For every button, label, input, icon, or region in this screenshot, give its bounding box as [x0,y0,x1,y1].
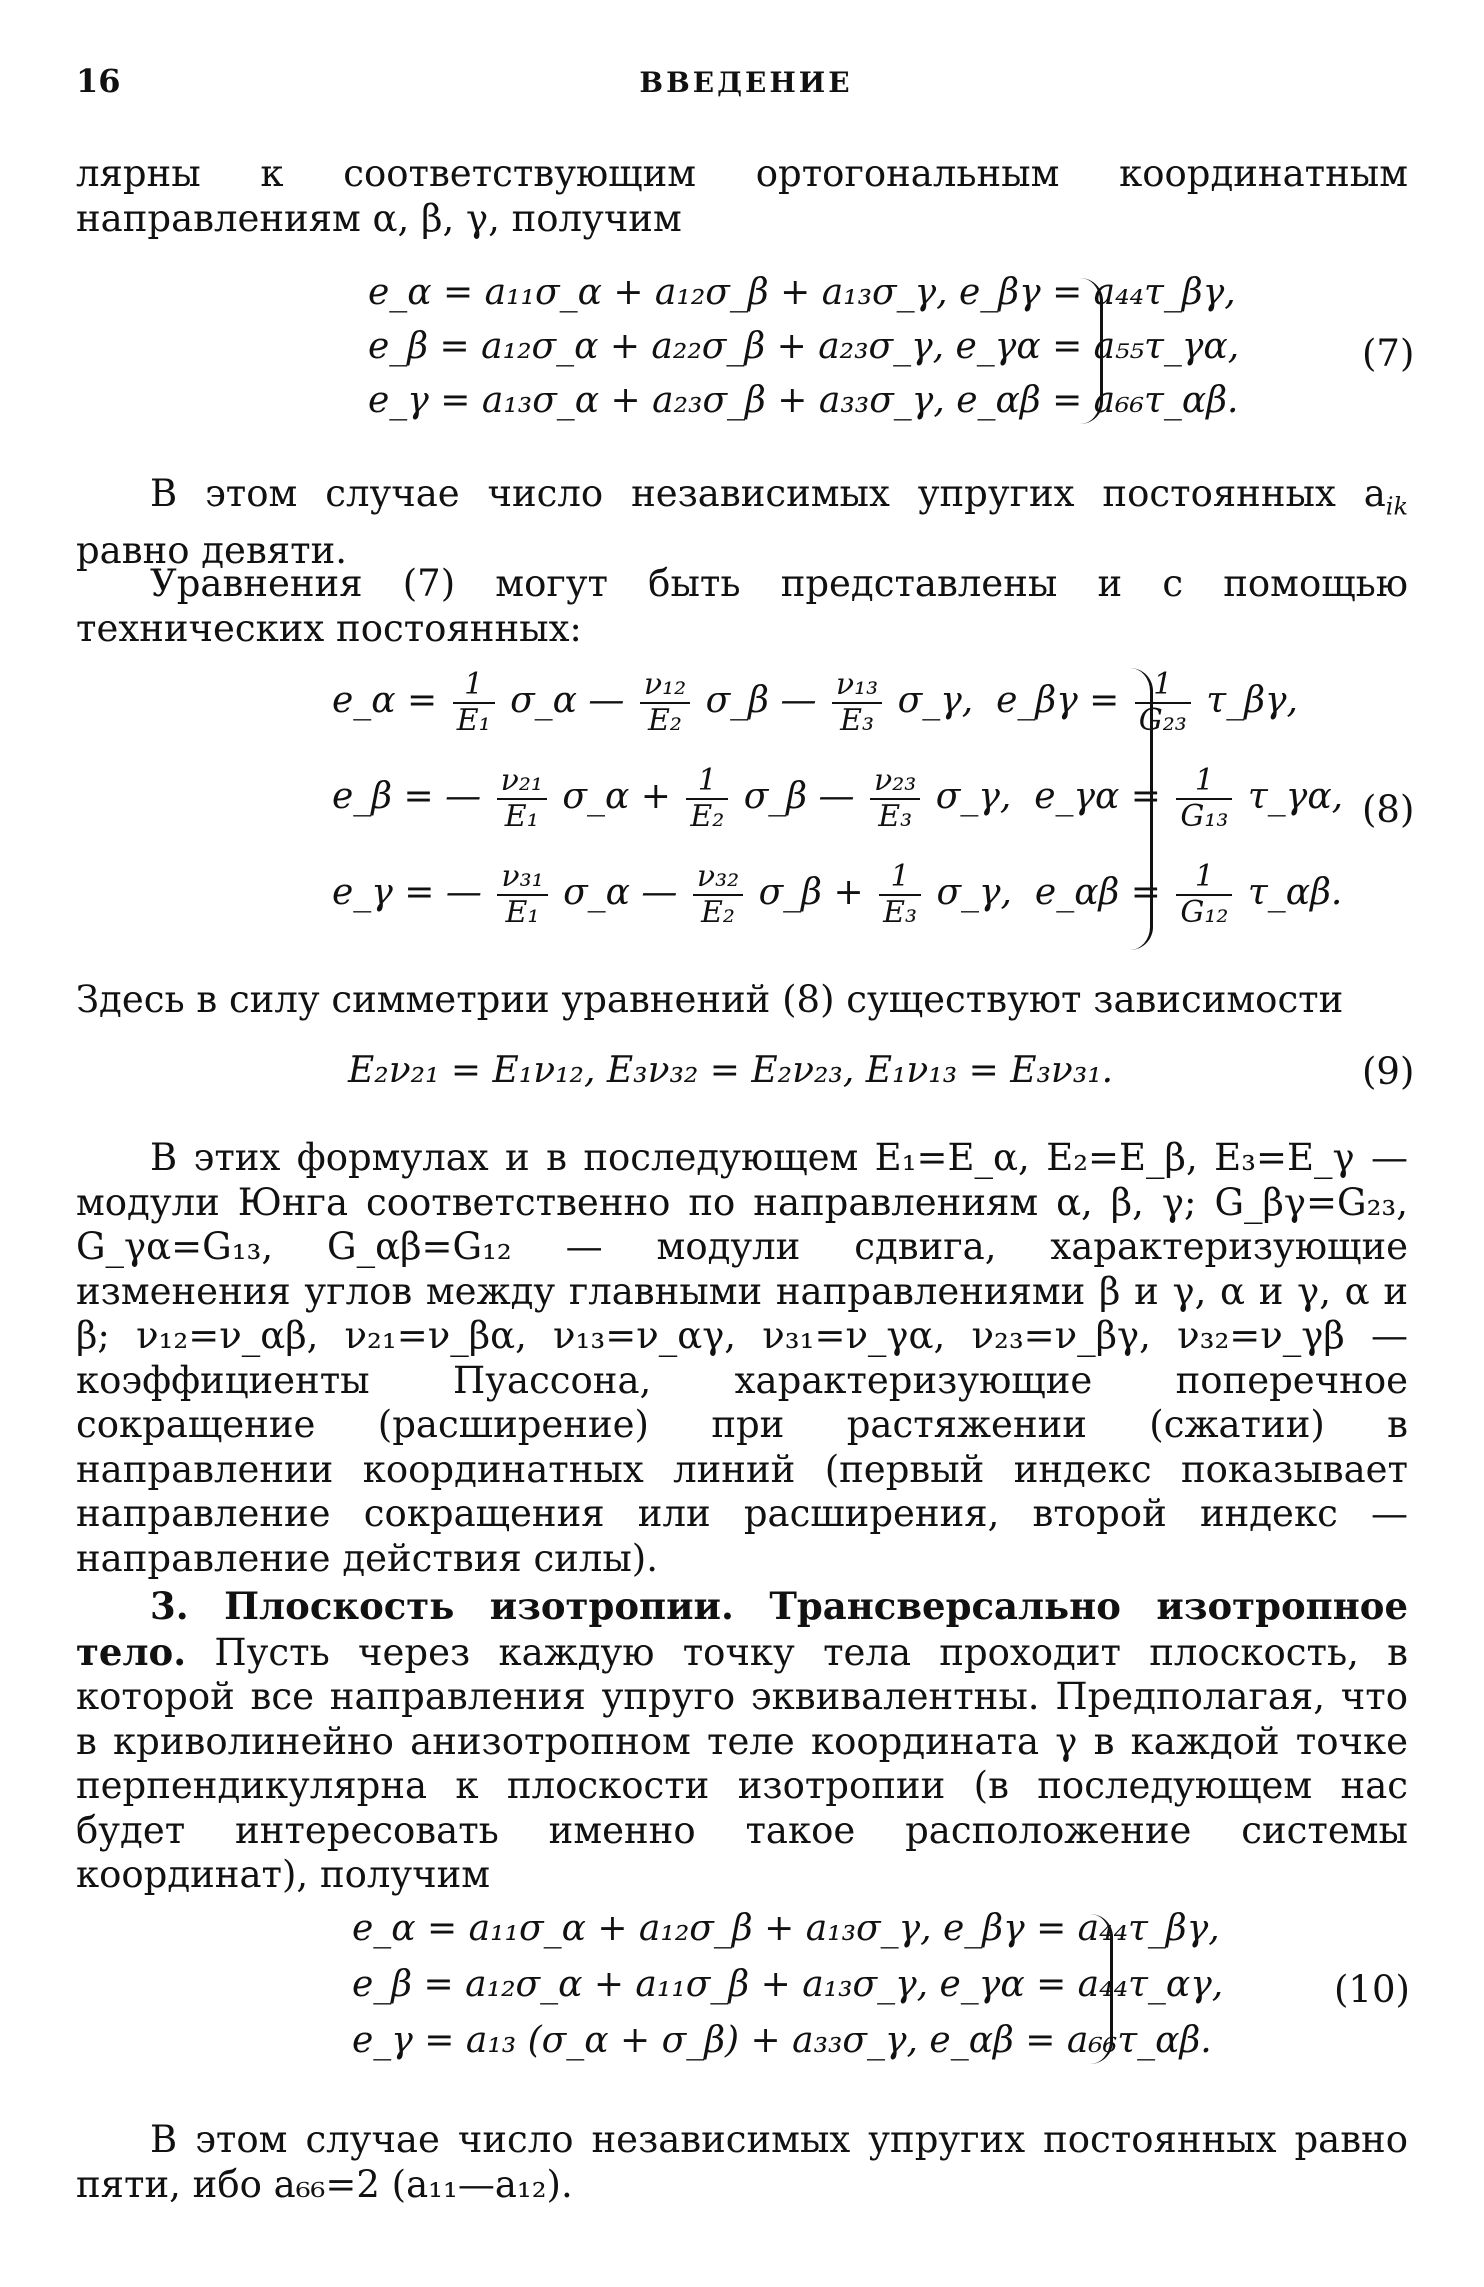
eq8-l2-f1-den: E₁ [504,799,539,834]
paragraph-section-3 [76,1584,1408,1898]
eq8-l1-f3-den: E₃ [840,703,875,738]
paragraph-nine-constants [76,472,1408,573]
equation-7-line-1: e_α = a₁₁σ_α + a₁₂σ_β + a₁₃σ_γ, e_βγ = a₄₄τ_βγ, [368,272,1236,313]
equation-8-brace [1130,668,1153,950]
eq8-l3-frac-2 [693,860,743,930]
eq8-l1-f1-den: E₁ [456,703,491,738]
eq8-l2-f4-den: G₁₃ [1180,799,1229,834]
paragraph-technical-constants: Уравнения (7) могут быть представлены и с помощью технических постоянных: [76,562,1408,650]
eq8-l3-f4-den: G₁₂ [1180,895,1229,930]
eq8-l2-shear-lhs: e_γα = [1034,776,1161,817]
eq8-l1-f4-den: G₂₃ [1138,703,1187,738]
paragraph-nine-constants-end: равно девяти. [76,528,348,572]
eq8-l1-t2: σ_β — [705,680,817,721]
paragraph-symmetry: Здесь в силу симметрии уравнений (8) существуют зависимости [76,978,1344,1021]
eq8-l2-t1: σ_α + [562,776,671,817]
eq8-l1-frac-2 [640,668,690,738]
eq8-l3-f1-num: ν₃₁ [497,860,547,896]
eq8-l3-f4-num: 1 [1176,860,1232,896]
section-3-body: Пусть через каждую точку тела проходит плоскость, в которой все направления упруго эквивалентны. Предполагая, что в криволинейно анизотропном теле координата γ в каждой точке перпендикулярна к плоскости изотропии (в последующем нас будет интересовать именно такое расположение системы координат), получим [76,1630,1408,1896]
eq8-l3-frac-1 [497,860,547,930]
equation-9-number: (9) [1362,1050,1415,1093]
eq8-l1-t3: σ_γ, [897,680,974,721]
eq8-l2-lhs: e_β = — [332,776,482,817]
equation-10-brace [1090,1914,1113,2064]
eq8-l3-shear-lhs: e_αβ = [1034,872,1161,913]
page-number: 16 [76,62,121,100]
eq8-l2-f4-num: 1 [1176,764,1232,800]
eq8-l1-shear: τ_βγ, [1206,680,1298,721]
eq8-l1-frac-3 [832,668,882,738]
equation-10-line-1: e_α = a₁₁σ_α + a₁₂σ_β + a₁₃σ_γ, e_βγ = a₄₄τ_βγ, [352,1908,1220,1949]
eq8-l2-f1-num: ν₂₁ [497,764,547,800]
eq8-l2-frac-4 [1176,764,1232,834]
equation-10-line-3: e_γ = a₁₃ (σ_α + σ_β) + a₃₃σ_γ, e_αβ = a₆₆τ_αβ. [352,2020,1212,2061]
eq8-l3-frac-4 [1176,860,1232,930]
equation-10-line-2: e_β = a₁₂σ_α + a₁₁σ_β + a₁₃σ_γ, e_γα = a₄₄τ_αγ, [352,1964,1224,2005]
eq8-l1-f2-num: ν₁₂ [640,668,690,704]
equation-8-line-1 [332,668,1298,738]
eq8-l2-f3-den: E₃ [878,799,913,834]
eq8-l3-f2-den: E₂ [701,895,735,930]
subscript-ik: ik [1385,492,1408,521]
equation-7-number: (7) [1362,332,1415,375]
equation-7-brace [1080,278,1103,424]
eq8-l3-f2-num: ν₃₂ [693,860,743,896]
eq8-l3-frac-3 [879,860,921,930]
eq8-l3-t1: σ_α — [563,872,678,913]
eq8-l1-f1-num: 1 [453,668,495,704]
eq8-l1-f2-den: E₂ [648,703,682,738]
paragraph-five-constants: В этом случае число независимых упругих постоянных равно пяти, ибо a₆₆=2 (a₁₁—a₁₂). [76,2118,1408,2206]
equation-7-line-2: e_β = a₁₂σ_α + a₂₂σ_β + a₂₃σ_γ, e_γα = a₅₅τ_γα, [368,326,1240,367]
eq8-l2-t3: σ_γ, [935,776,1012,817]
eq8-l3-t2: σ_β + [758,872,864,913]
eq8-l3-f1-den: E₁ [505,895,540,930]
paragraph-intro: лярны к соответствующим ортогональным координатным направлениям α, β, γ, получим [76,152,1408,240]
equation-8-line-2 [332,764,1343,834]
equation-8-line-3 [332,860,1342,930]
eq8-l2-f2-num: 1 [686,764,728,800]
eq8-l2-t2: σ_β — [743,776,855,817]
eq8-l2-f2-den: E₂ [690,799,725,834]
eq8-l2-frac-3 [870,764,920,834]
eq8-l1-f4-num: 1 [1135,668,1191,704]
eq8-l3-shear: τ_αβ. [1247,872,1343,913]
eq8-l1-t1: σ_α — [510,680,625,721]
equation-7-line-3: e_γ = a₁₃σ_α + a₂₃σ_β + a₃₃σ_γ, e_αβ = a₆₆τ_αβ. [368,380,1239,421]
eq8-l1-shear-lhs: e_βγ = [996,680,1120,721]
eq8-l3-f3-den: E₃ [883,895,917,930]
paragraph-moduli: В этих формулах и в последующем E₁=E_α, E₂=E_β, E₃=E_γ — модули Юнга соответственно по направлениям α, β, γ; G_βγ=G₂₃, G_γα=G₁₃, G_αβ=G₁₂ — модули сдвига, характеризующие изменения углов между главными направлениями β и γ, α и γ, α и β; ν₁₂=ν_αβ, ν₂₁=ν_βα, ν₁₃=ν_αγ, ν₃₁=ν_γα, ν₂₃=ν_βγ, ν₃₂=ν_γβ — коэффициенты Пуассона, характеризующие поперечное сокращение (расширение) при растяжении (сжатии) в направлении координатных линий (первый индекс показывает направление сокращения или расширения, второй индекс — направление действия силы). [76,1136,1408,1580]
section-3-heading: 3. Плоскость изотропии. Трансверсально изотропное тело. [76,1584,1408,1674]
running-head: ВВЕДЕНИЕ [639,66,853,99]
eq8-l1-frac-1 [453,668,495,738]
eq8-l2-f3-num: ν₂₃ [870,764,920,800]
paragraph-nine-constants-text: В этом случае число независимых упругих постоянных a [150,472,1386,515]
page-header [76,62,1416,112]
eq8-l1-lhs: e_α = [332,680,438,721]
eq8-l3-f3-num: 1 [879,860,921,896]
equation-8-number: (8) [1362,788,1415,831]
eq8-l1-f3-num: ν₁₃ [832,668,882,704]
eq8-l2-shear: τ_γα, [1247,776,1344,817]
equation-9-text: E₂ν₂₁ = E₁ν₁₂, E₃ν₃₂ = E₂ν₂₃, E₁ν₁₃ = E₃ν₃₁. [348,1050,1114,1091]
eq8-l3-t3: σ_γ, [936,872,1012,913]
eq8-l2-frac-1 [497,764,547,834]
eq8-l3-lhs: e_γ = — [332,872,482,913]
eq8-l2-frac-2 [686,764,728,834]
equation-10-number: (10) [1334,1968,1410,2011]
